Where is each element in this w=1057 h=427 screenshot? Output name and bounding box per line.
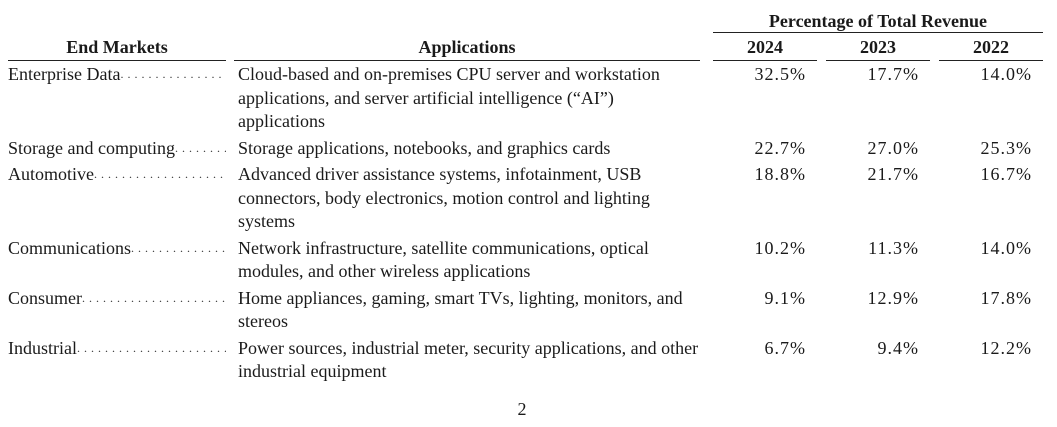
value-2023: 12.9% — [867, 287, 919, 308]
table-row — [0, 287, 1057, 334]
application-cell: Network infrastructure, satellite communications, optical modules, and other wireless applications — [238, 237, 649, 281]
dot-leader — [94, 163, 226, 234]
table-body — [0, 63, 1057, 387]
column-header-applications: Applications — [418, 37, 516, 57]
market-cell — [8, 137, 226, 161]
column-header-end-markets: End Markets — [66, 37, 168, 57]
dot-leader — [77, 337, 226, 384]
application-cell: Advanced driver assistance systems, infotainment, USB connectors, body electronics, motion control and lighting systems — [238, 164, 650, 231]
value-2023: 9.4% — [877, 337, 919, 358]
market-cell — [8, 287, 226, 334]
market-name: Enterprise Data — [8, 64, 121, 84]
application-cell: Home appliances, gaming, smart TVs, lighting, monitors, and stereos — [238, 287, 683, 331]
value-2022: 14.0% — [980, 64, 1032, 84]
table-row — [0, 337, 1057, 384]
application-cell: Power sources, industrial meter, security applications, and other industrial equipment — [238, 337, 699, 381]
column-header-2023: 2023 — [860, 37, 896, 57]
table-row — [0, 163, 1057, 234]
market-cell — [8, 237, 226, 284]
table-row — [0, 63, 1057, 134]
value-2023: 27.0% — [867, 137, 919, 158]
application-cell: Storage applications, notebooks, and graphics cards — [238, 137, 611, 158]
header-rule — [713, 60, 817, 61]
column-header-2022: 2022 — [973, 37, 1009, 57]
header-rule — [826, 60, 930, 61]
dot-leader — [175, 137, 226, 161]
column-header-2024: 2024 — [747, 37, 783, 57]
value-2022: 14.0% — [980, 237, 1032, 258]
dot-leader — [120, 63, 226, 134]
market-name: Storage and computing — [8, 137, 175, 158]
header-rule — [713, 32, 1043, 33]
value-2024: 22.7% — [754, 137, 806, 158]
value-2023: 17.7% — [867, 64, 919, 84]
dot-leader — [131, 237, 226, 284]
market-cell — [8, 163, 226, 234]
market-name: Industrial — [8, 337, 77, 358]
table-row — [0, 237, 1057, 284]
value-2022: 17.8% — [980, 287, 1032, 308]
value-2023: 11.3% — [868, 237, 919, 258]
market-name: Communications — [8, 237, 131, 258]
value-2024: 18.8% — [754, 164, 806, 184]
header-rule — [8, 60, 226, 61]
market-name: Automotive — [8, 164, 94, 184]
page-number: 2 — [517, 399, 527, 419]
header-rule — [939, 60, 1043, 61]
value-2024: 9.1% — [764, 287, 806, 308]
table-row — [0, 137, 1057, 161]
value-2022: 16.7% — [980, 164, 1032, 184]
application-cell: Cloud-based and on-premises CPU server and workstation applications, and server artificial intelligence (“AI”) applications — [238, 64, 660, 131]
value-2022: 12.2% — [980, 337, 1032, 358]
value-2024: 32.5% — [754, 64, 806, 84]
header-rule — [234, 60, 700, 61]
value-2023: 21.7% — [867, 164, 919, 184]
market-cell — [8, 337, 226, 384]
value-2024: 10.2% — [754, 237, 806, 258]
market-name: Consumer — [8, 287, 82, 308]
dot-leader — [82, 287, 226, 334]
value-2022: 25.3% — [980, 137, 1032, 158]
market-cell — [8, 63, 226, 134]
value-2024: 6.7% — [764, 337, 806, 358]
percentage-of-revenue-header: Percentage of Total Revenue — [768, 11, 988, 31]
